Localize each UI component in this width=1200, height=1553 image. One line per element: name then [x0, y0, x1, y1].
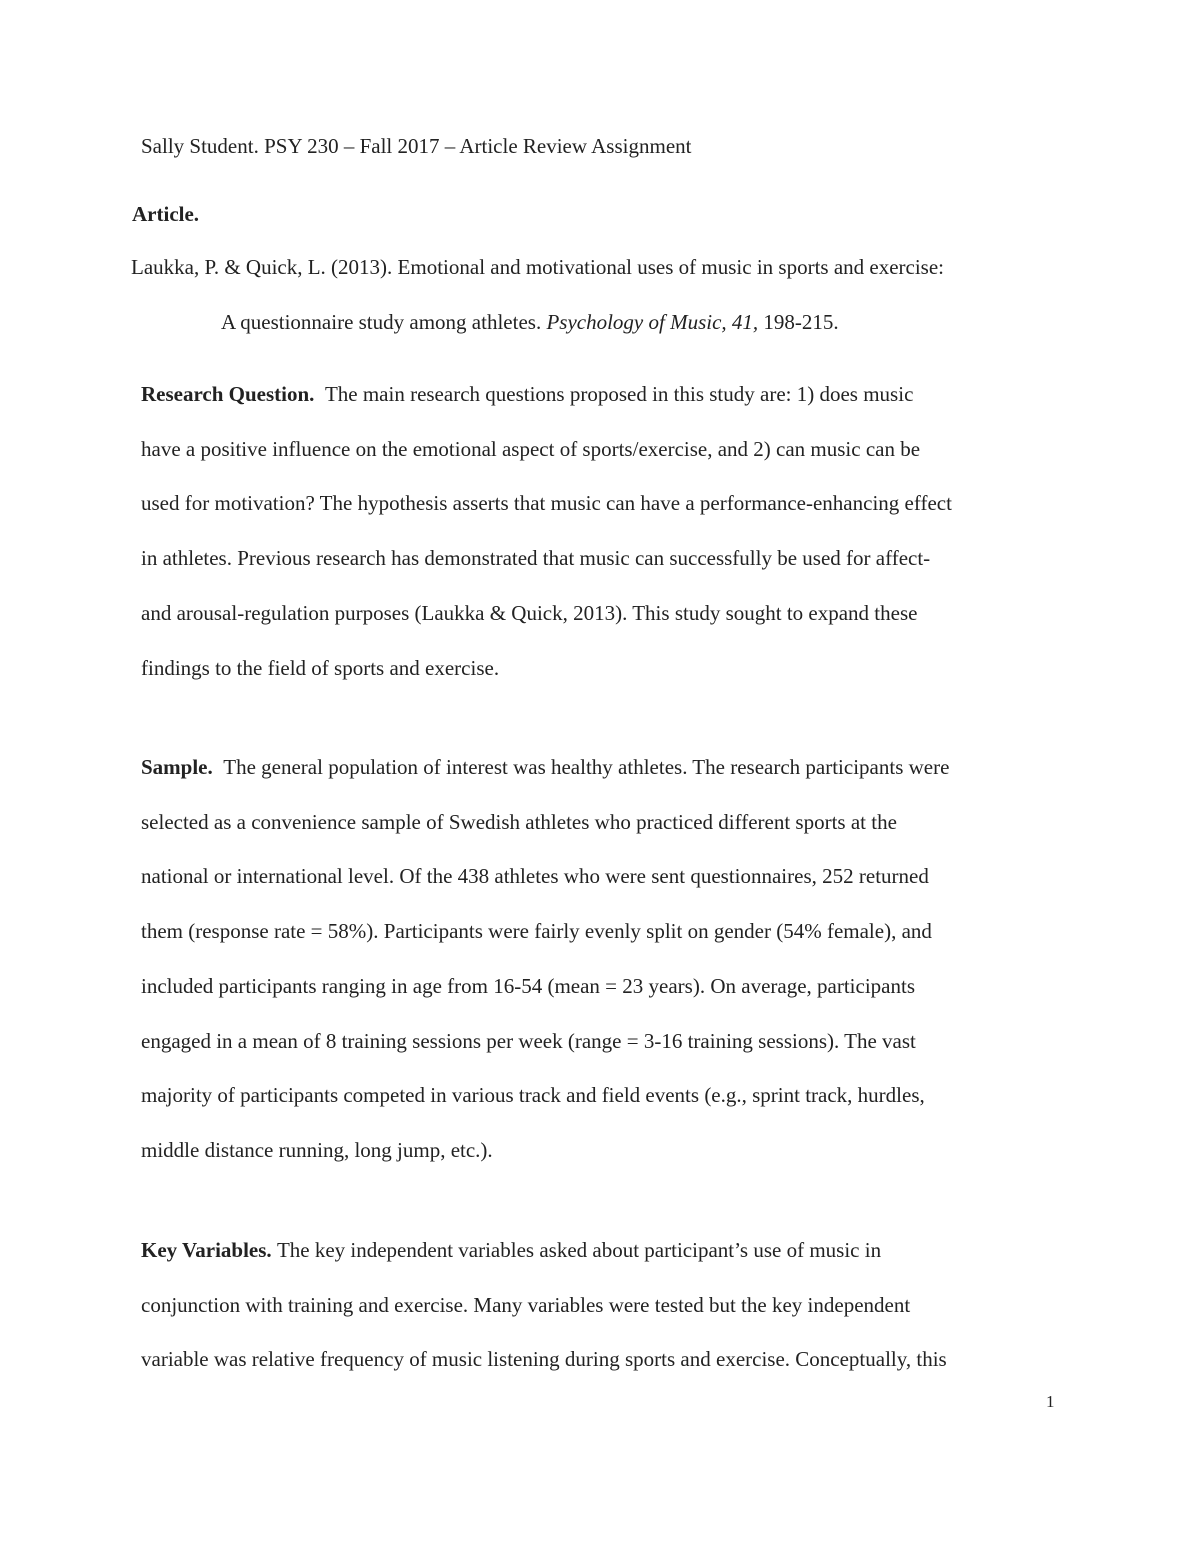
- research-question-line-2: have a positive influence on the emotional aspect of sports/exercise, and 2) can music can be: [141, 437, 921, 461]
- key-variables-line-2: conjunction with training and exercise. Many variables were tested but the key independent: [141, 1293, 911, 1317]
- sample-line-3: national or international level. Of the 438 athletes who were sent questionnaires, 252 returned: [141, 864, 929, 888]
- citation-line-1: Laukka, P. & Quick, L. (2013). Emotional and motivational uses of music in sports and exercise:: [131, 255, 945, 279]
- sample-line-6: engaged in a mean of 8 training sessions per week (range = 3-16 training sessions). The vast: [141, 1029, 916, 1053]
- key-variables-line-3: variable was relative frequency of music listening during sports and exercise. Conceptually, this: [141, 1347, 947, 1371]
- research-question-line-1: [141, 384, 913, 405]
- citation-pages: 198-215.: [758, 310, 839, 334]
- paragraph-text: The main research questions proposed in this study are: 1) does music: [324, 382, 914, 406]
- key-variables-heading: Key Variables.: [141, 1238, 272, 1262]
- page-number: 1: [1046, 1392, 1055, 1411]
- sample-line-4: them (response rate = 58%). Participants were fairly evenly split on gender (54% female), and: [141, 919, 932, 943]
- citation-journal: Psychology of Music, 41,: [546, 310, 759, 334]
- paragraph-text: The general population of interest was healthy athletes. The research participants were: [223, 755, 950, 779]
- sample-line-5: included participants ranging in age from 16-54 (mean = 23 years). On average, participants: [141, 974, 915, 998]
- sample-line-8: middle distance running, long jump, etc.).: [141, 1138, 493, 1162]
- research-question-line-3: used for motivation? The hypothesis asserts that music can have a performance-enhancing effect: [141, 491, 952, 515]
- key-variables-line-1: [141, 1240, 881, 1261]
- sample-heading: Sample.: [141, 755, 213, 779]
- research-question-line-5: and arousal-regulation purposes (Laukka & Quick, 2013). This study sought to expand these: [141, 601, 918, 625]
- research-question-line-6: findings to the field of sports and exercise.: [141, 656, 500, 680]
- citation-line-2: [221, 312, 839, 333]
- sample-line-2: selected as a convenience sample of Swedish athletes who practiced different sports at the: [141, 810, 897, 834]
- research-question-line-4: in athletes. Previous research has demonstrated that music can successfully be used for affect-: [141, 546, 931, 570]
- research-question-heading: Research Question.: [141, 382, 315, 406]
- article-heading: Article.: [132, 202, 200, 226]
- document-title: Sally Student. PSY 230 – Fall 2017 – Article Review Assignment: [141, 134, 692, 158]
- sample-line-1: [141, 757, 949, 778]
- sample-line-7: majority of participants competed in various track and field events (e.g., sprint track, hurdles,: [141, 1083, 925, 1107]
- citation-title-tail: A questionnaire study among athletes.: [221, 310, 547, 334]
- paragraph-text: The key independent variables asked about participant’s use of music in: [276, 1238, 882, 1262]
